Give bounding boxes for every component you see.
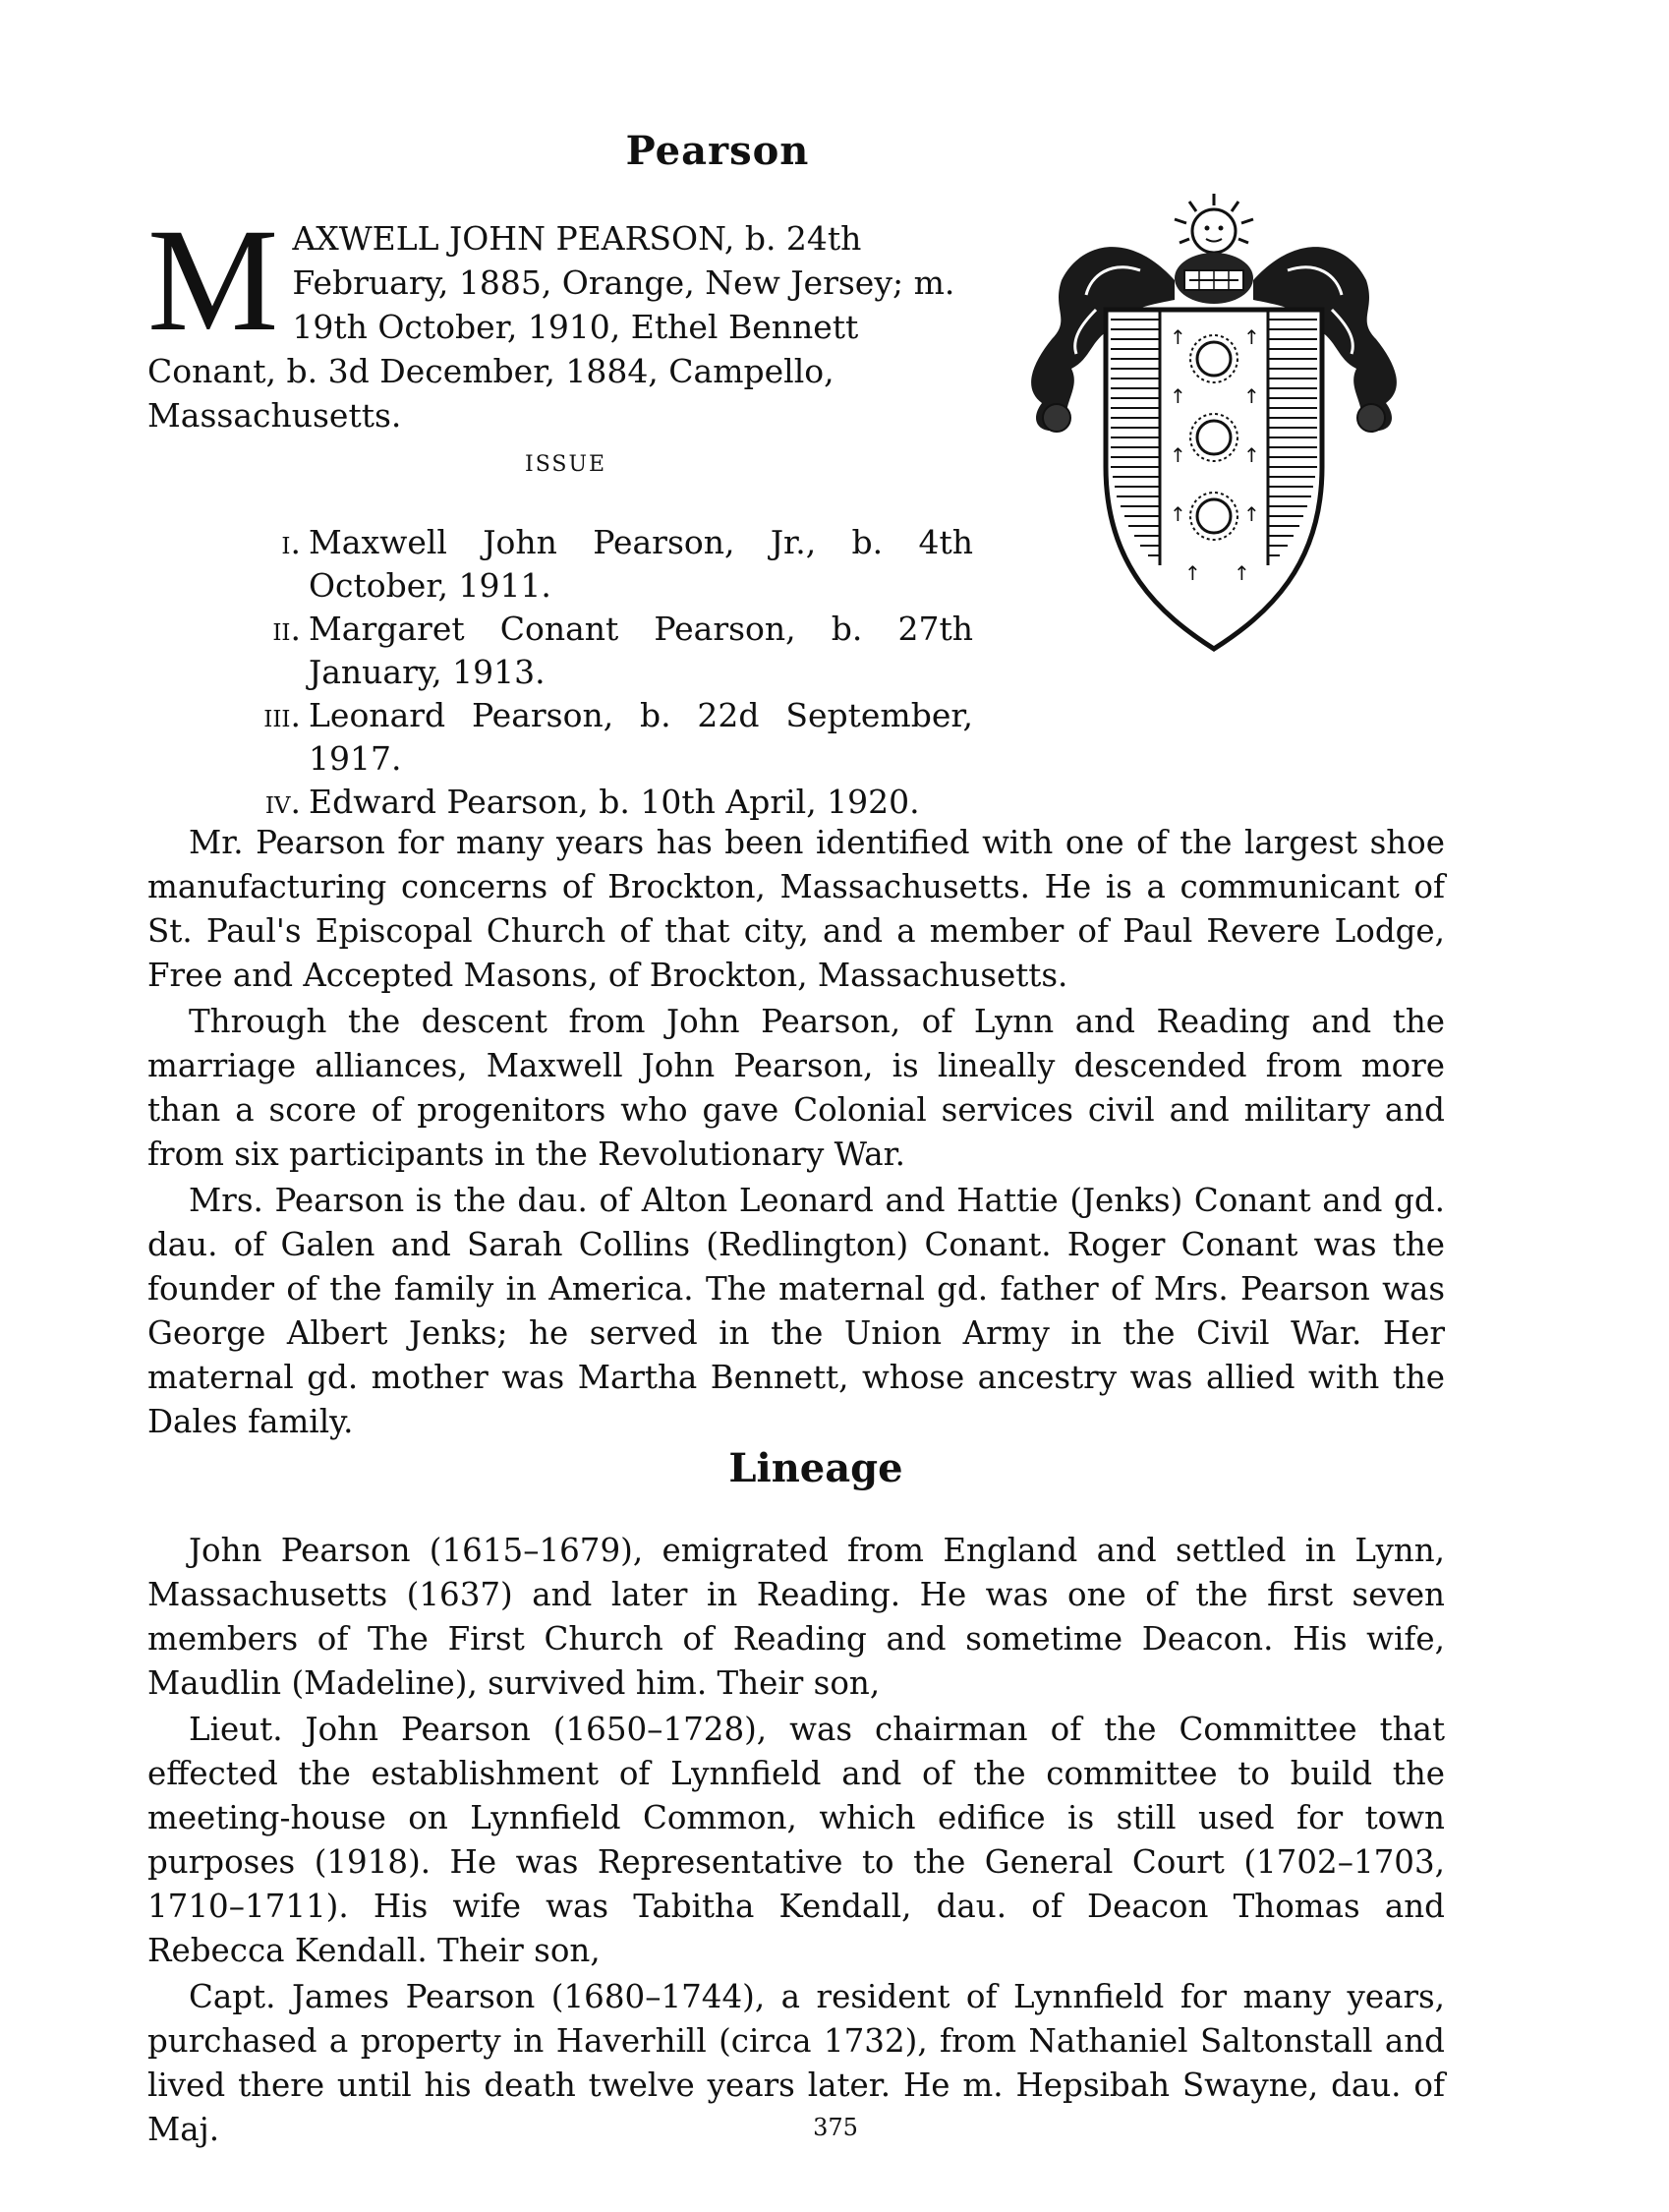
svg-text:↑: ↑ xyxy=(1170,384,1186,408)
svg-text:↑: ↑ xyxy=(1234,561,1250,585)
shield-sun-icon xyxy=(1190,335,1237,540)
list-item xyxy=(236,521,973,608)
list-item xyxy=(236,781,973,824)
list-item-text: Leonard Pearson, b. 22d September, 1917. xyxy=(309,696,973,778)
list-item xyxy=(236,608,973,694)
svg-text:↑: ↑ xyxy=(1243,384,1260,408)
helmet-icon xyxy=(1175,253,1253,304)
intro-paragraph xyxy=(147,199,973,437)
crest-sun-icon xyxy=(1175,194,1253,253)
lineage-section xyxy=(147,1529,1445,2154)
list-item-number: ii. xyxy=(272,610,301,648)
svg-text:↑: ↑ xyxy=(1243,502,1260,526)
list-item-number: iii. xyxy=(263,696,301,734)
biography-paragraph: Through the descent from John Pearson, of Lynn and Reading and the marriage alliances, Maxwell John Pearson, is lineally descended from more than a score of progenitors who gave Colonial services civil and military and from six participants in the Revolutionary War. xyxy=(147,1003,1445,1173)
biography-paragraph: Mrs. Pearson is the dau. of Alton Leonard and Hattie (Jenks) Conant and gd. dau. of Galen and Sarah Collins (Redlington) Conant. Roger Conant was the founder of the family in America. The maternal gd. father of Mrs. Pearson was George Albert Jenks; he served in the Union Army in the Civil War. Her maternal gd. mother was Martha Bennett, whose ancestry was allied with the Dales family. xyxy=(147,1182,1445,1440)
svg-text:↑: ↑ xyxy=(1170,325,1186,349)
biography-section xyxy=(147,821,1445,1446)
svg-text:↑: ↑ xyxy=(1170,502,1186,526)
shield-icon xyxy=(1106,310,1322,649)
lineage-paragraph: John Pearson (1615–1679), emigrated from England and settled in Lynn, Massachusetts (1637) and later in Reading. He was one of the first seven members of The First Church of Reading and sometime Deacon. His wife, Maudlin (Madeline), survived him. Their son, xyxy=(147,1532,1445,1702)
issue-list xyxy=(236,521,973,824)
list-item-number: iv. xyxy=(264,783,301,821)
biography-paragraph: Mr. Pearson for many years has been identified with one of the largest shoe manufacturing concerns of Brockton, Massachusetts. He is a communicant of St. Paul's Episcopal Church of that city, and a member of Paul Revere Lodge, Free and Accepted Masons, of Brockton, Massachusetts. xyxy=(147,824,1445,994)
drop-cap: M xyxy=(147,199,279,362)
issue-heading: ISSUE xyxy=(525,452,607,477)
svg-text:↑: ↑ xyxy=(1170,443,1186,467)
lineage-paragraph: Capt. James Pearson (1680–1744), a resident of Lynnfield for many years, purchased a property in Haverhill (circa 1732), from Nathaniel Saltonstall and lived there until his death twelve years later. He m. Hepsibah Swayne, dau. of Maj. xyxy=(147,1978,1445,2148)
list-item-text: Margaret Conant Pearson, b. 27th January, 1913. xyxy=(309,610,973,691)
svg-text:↑: ↑ xyxy=(1184,561,1201,585)
lineage-heading: Lineage xyxy=(728,1445,903,1491)
intro-text: AXWELL JOHN PEARSON, b. 24th February, 1885, Orange, New Jersey; m. 19th October, 1910, Ethel Bennett Conant, b. 3d December, 1884, Campello, Massachusetts. xyxy=(147,219,955,435)
page-number: 375 xyxy=(813,2114,858,2141)
list-item-number: i. xyxy=(281,523,301,561)
page-title: Pearson xyxy=(625,128,810,174)
list-item-text: Edward Pearson, b. 10th April, 1920. xyxy=(309,783,920,821)
svg-text:↑: ↑ xyxy=(1243,325,1260,349)
svg-text:↑: ↑ xyxy=(1243,443,1260,467)
list-item xyxy=(236,694,973,781)
list-item-text: Maxwell John Pearson, Jr., b. 4th October, 1911. xyxy=(309,523,973,605)
lineage-paragraph: Lieut. John Pearson (1650–1728), was chairman of the Committee that effected the establishment of Lynnfield and of the committee to build the meeting-house on Lynnfield Common, which edifice is still used for town purposes (1918). He was Representative to the General Court (1702–1703, 1710–1711). His wife was Tabitha Kendall, dau. of Deacon Thomas and Rebecca Kendall. Their son, xyxy=(147,1711,1445,1969)
coat-of-arms-image xyxy=(1012,192,1415,654)
